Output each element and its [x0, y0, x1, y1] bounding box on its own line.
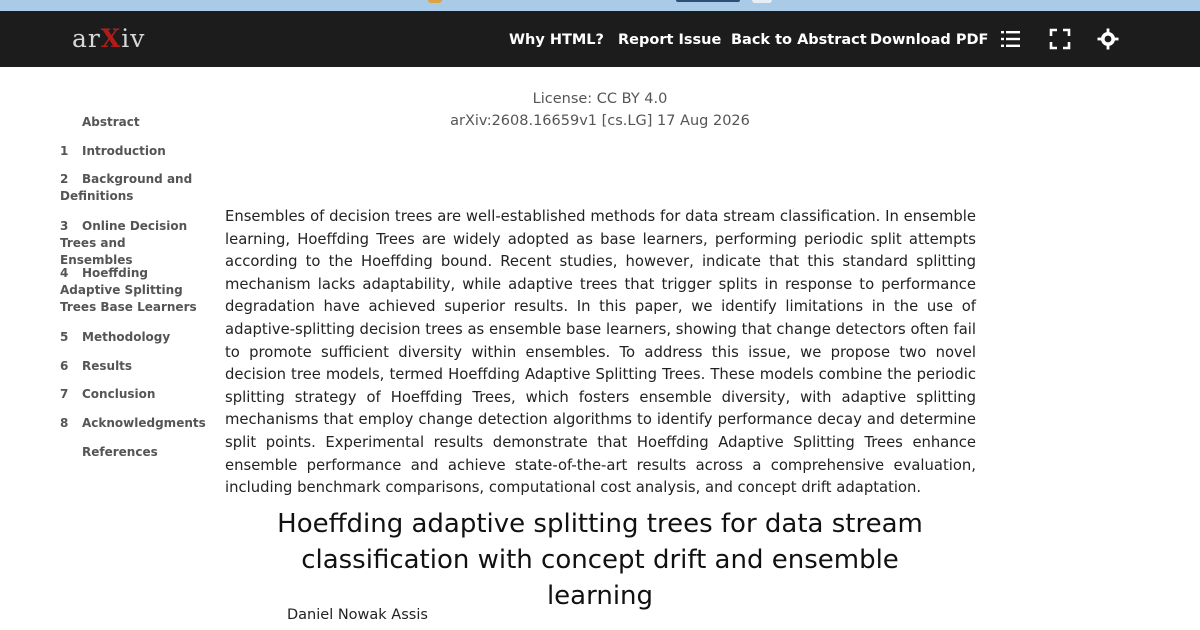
toc-number: 4 — [60, 266, 69, 280]
toc-item-background[interactable] — [60, 171, 200, 205]
abstract-text: Ensembles of decision trees are well-established methods for data stream classification. In ensemble learning, Hoeffding Trees are widely adopted as base learners, performing periodic split attempts according to the Hoeffding bound. Recent studies, however, indicate that this standard splitting mechanism lacks adaptability, while adaptive trees that trigger splits in response to performance degradation have achieved superior results. In this paper, we identify limitations in the use of adaptive-splitting decision trees as ensemble base learners, showing that change detectors often fail to promote sufficient diversity within ensembles. To address this issue, we propose two novel decision tree models, termed Hoeffding Adaptive Splitting Trees. These models combine the periodic splitting strategy of Hoeffding Trees, which fosters ensemble diversity, with adaptive splitting mechanisms that employ change detection algorithms to identify performance decay and determine split points. Experimental results demonstrate that Hoeffding Adaptive Splitting Trees enhance ensemble performance and achieve state-of-the-art results across a comprehensive evaluation, including benchmark comparisons, computational cost analysis, and concept drift adaptation. — [225, 208, 976, 497]
logo-text-suffix: iv — [121, 24, 146, 53]
banner-close-icon[interactable] — [752, 0, 772, 3]
toc-label: Acknowledgments — [82, 416, 206, 430]
toc-item-references[interactable] — [60, 444, 200, 461]
toc-label: Abstract — [82, 115, 140, 129]
list-icon[interactable] — [1000, 28, 1022, 50]
toc-label: Results — [82, 359, 133, 373]
toc-item-acknowledgments[interactable] — [60, 415, 206, 432]
author-name: Daniel Nowak Assis — [287, 607, 428, 623]
banner-strip — [0, 0, 1200, 11]
toc-number: 3 — [60, 219, 69, 233]
toc-label: Methodology — [82, 330, 171, 344]
toc-label: Introduction — [82, 144, 166, 158]
toc-item-hast-base-learners[interactable] — [60, 265, 200, 316]
license-text: License: CC BY 4.0 — [532, 91, 668, 107]
toc-label: Online Decision Trees and Ensembles — [60, 219, 188, 267]
arxiv-id-text: arXiv:2608.16659v1 [cs.LG] 17 Aug 2026 — [450, 113, 750, 129]
toc-label: Hoeffding Adaptive Splitting Trees Base Learners — [60, 266, 197, 314]
toc-item-methodology[interactable] — [60, 329, 200, 346]
arxiv-logo[interactable] — [72, 23, 145, 55]
banner-icon — [428, 0, 442, 3]
toc-number: 7 — [60, 387, 69, 401]
fullscreen-icon[interactable] — [1049, 28, 1071, 50]
nav-why-html-link[interactable]: Why HTML? — [509, 32, 604, 48]
toc-item-abstract[interactable] — [60, 114, 200, 131]
toc-label: Background and Definitions — [60, 172, 193, 203]
nav-download-pdf-link[interactable]: Download PDF — [870, 32, 989, 48]
theme-toggle-icon[interactable] — [1097, 28, 1119, 50]
banner-link[interactable] — [676, 0, 740, 2]
toc-item-conclusion[interactable] — [60, 386, 200, 403]
nav-back-to-abstract-link[interactable]: Back to Abstract — [731, 32, 867, 48]
toc-number: 2 — [60, 172, 69, 186]
toc-number: 5 — [60, 330, 69, 344]
toc-number: 1 — [60, 144, 69, 158]
nav-report-issue-link[interactable]: Report Issue — [618, 32, 722, 48]
logo-text-x: X — [100, 24, 122, 53]
top-navbar — [0, 11, 1200, 67]
logo-text-prefix: ar — [72, 24, 101, 53]
toc-label: References — [82, 445, 158, 459]
toc-number: 6 — [60, 359, 69, 373]
toc-label: Conclusion — [82, 387, 156, 401]
toc-item-online-decision-trees[interactable] — [60, 218, 200, 269]
toc-item-results[interactable] — [60, 358, 200, 375]
paper-title: Hoeffding adaptive splitting trees for data stream classification with concept drift and ensemble learning — [277, 509, 923, 611]
toc-item-introduction[interactable] — [60, 143, 200, 160]
toc-number: 8 — [60, 416, 69, 430]
